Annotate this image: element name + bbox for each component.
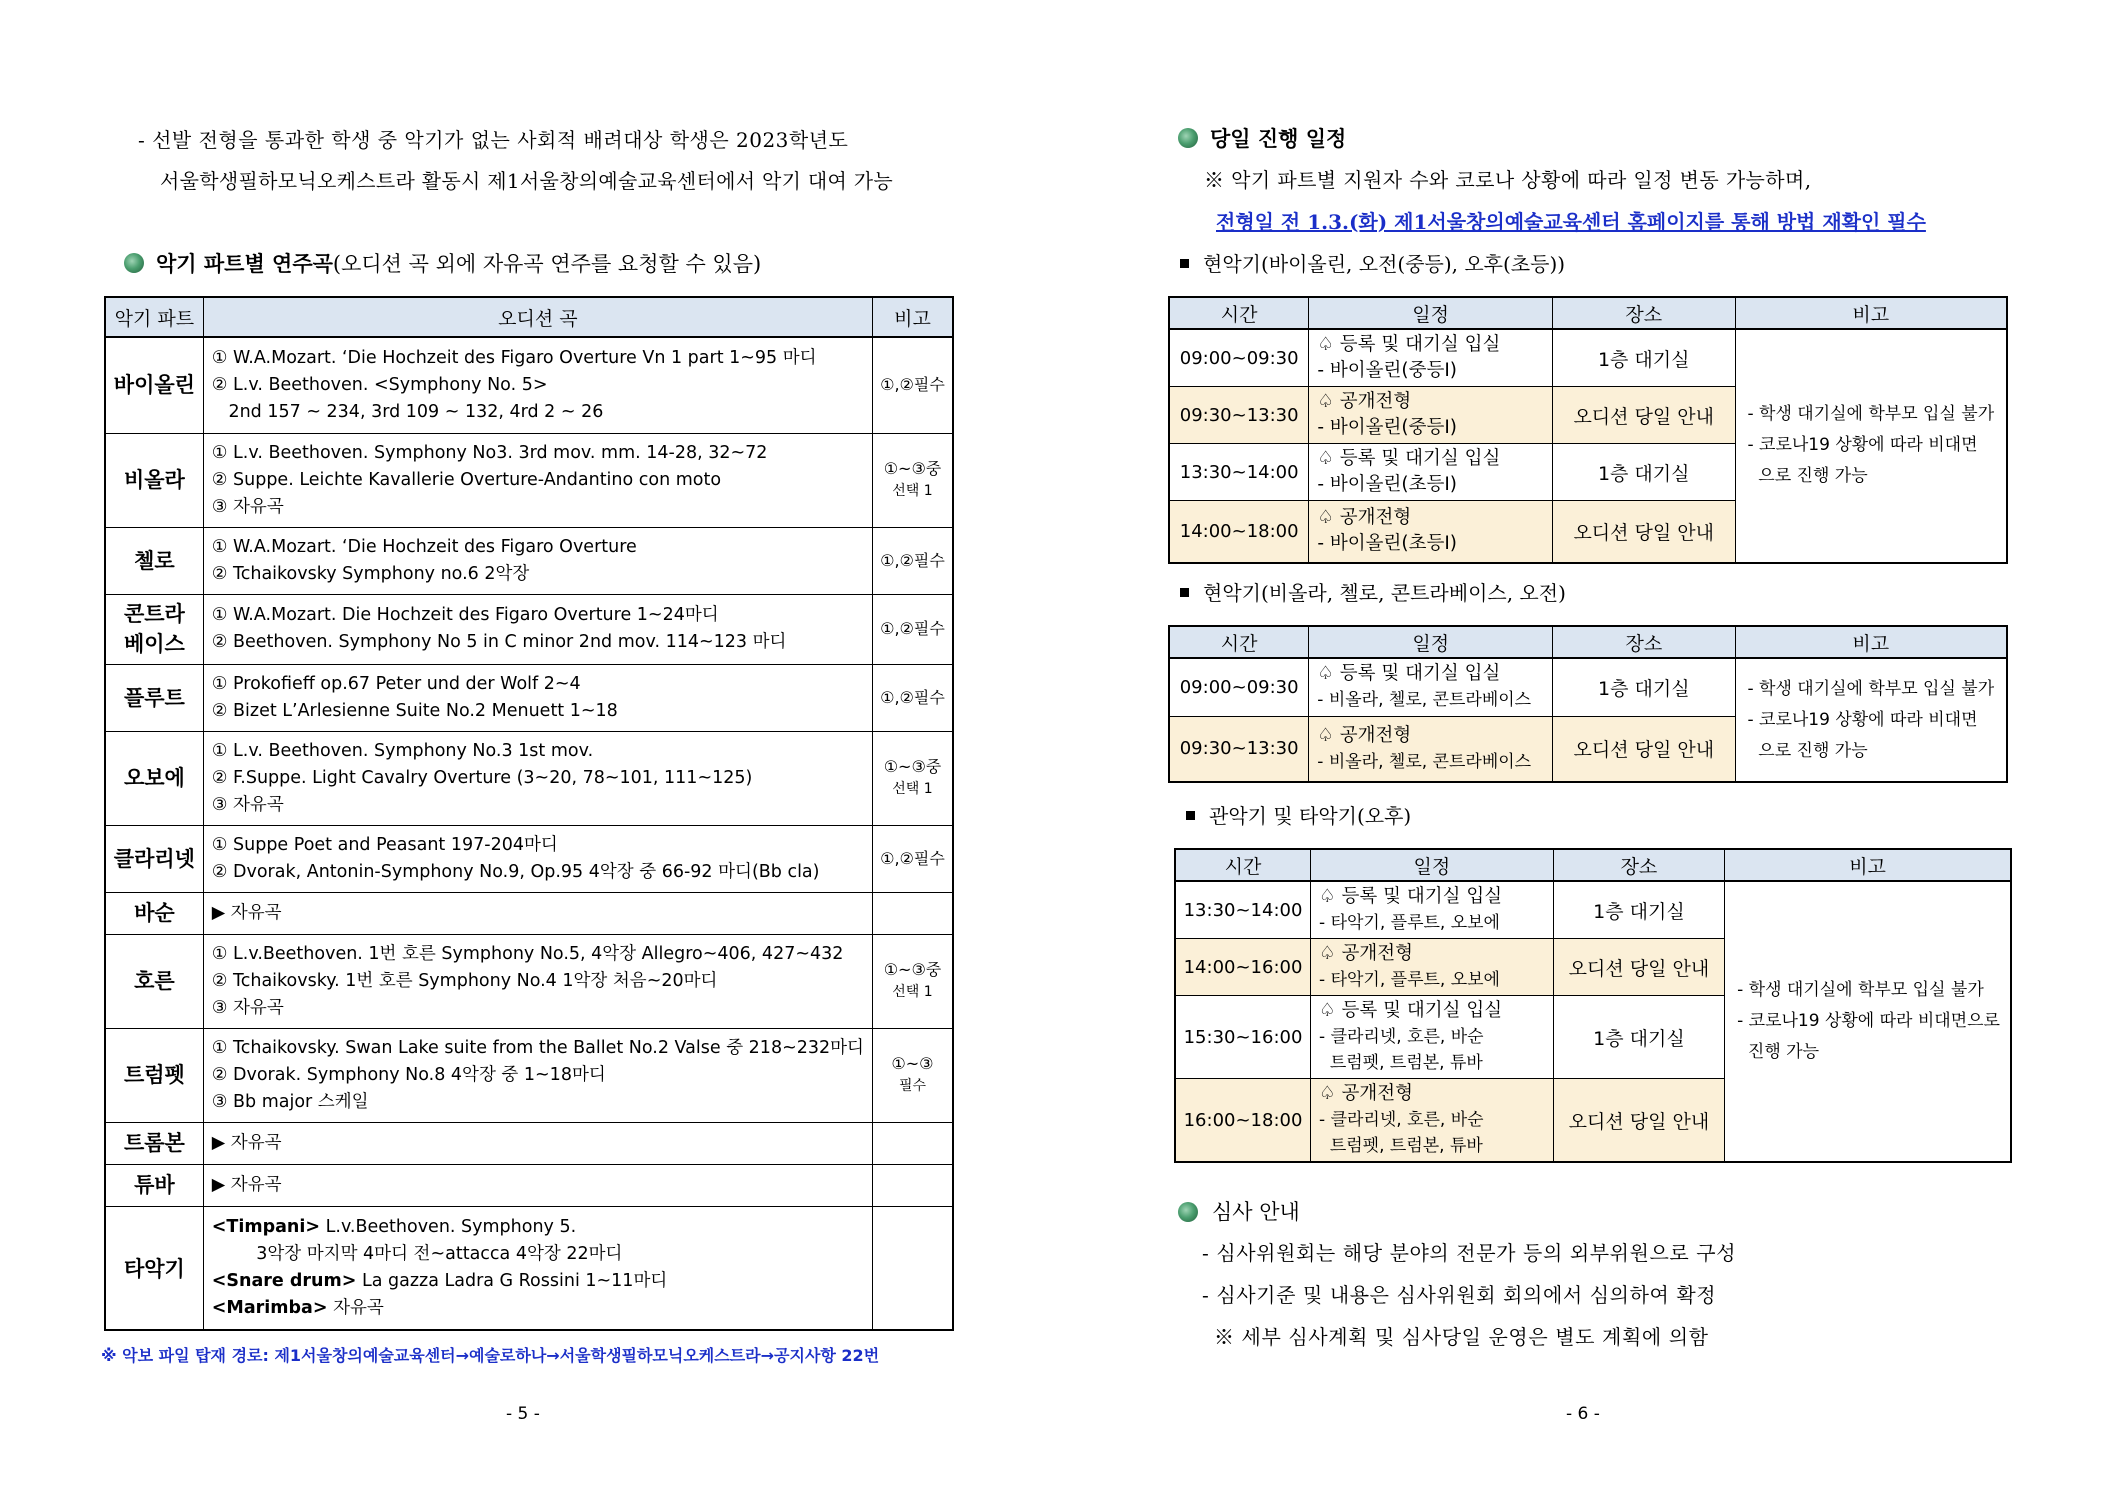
- schedule-remark-line: 으로 진행 가능: [1747, 740, 1868, 761]
- header-place: 장소: [1553, 626, 1735, 658]
- audition-pieces: [203, 337, 872, 433]
- table-header-row: [105, 297, 953, 337]
- schedule-event-line: ♤ 등록 및 대기실 입실: [1317, 334, 1501, 355]
- requirement-note: [872, 594, 953, 664]
- table-row: [105, 594, 953, 664]
- table-row: [105, 731, 953, 825]
- requirement-note: [872, 825, 953, 892]
- requirement-note: [872, 892, 953, 934]
- schedule-table: [1168, 296, 2008, 564]
- schedule-remark-line: - 코로나19 상황에 따라 비대면: [1747, 709, 1978, 730]
- requirement-note: [872, 731, 953, 825]
- header-place: 장소: [1553, 849, 1724, 881]
- audition-piece-line: ② Beethoven. Symphony No 5 in C minor 2nd mov. 114~123 마디: [211, 632, 787, 652]
- review-line-2: - 심사기준 및 내용은 심사위원회 회의에서 심의하여 확정: [1202, 1283, 1717, 1307]
- schedule-event: [1311, 939, 1554, 996]
- schedule-remark-line: 진행 가능: [1737, 1042, 1820, 1062]
- instrument-part: 튜바: [105, 1164, 203, 1206]
- table-row-percussion: [105, 1206, 953, 1330]
- section-title: [156, 248, 761, 278]
- schedule-place: 오디션 당일 안내: [1552, 501, 1735, 563]
- audition-piece-line: ① W.A.Mozart. ‘Die Hochzeit des Figaro Overture Vn 1 part 1~95 마디: [211, 347, 817, 368]
- schedule-remark-line: - 코로나19 상황에 따라 비대면: [1747, 435, 1978, 456]
- schedule-table: [1168, 625, 2008, 783]
- audition-piece-line: ③ 자유곡: [211, 496, 284, 517]
- schedule-event: [1309, 658, 1553, 716]
- header-remark: 비고: [1725, 849, 2011, 881]
- schedule-row: [1169, 658, 2007, 716]
- header-piece: 오디션 곡: [203, 297, 872, 337]
- schedule-title: 당일 진행 일정: [1210, 126, 1347, 151]
- black-square-bullet-icon: [1180, 259, 1189, 268]
- schedule-event-line: 트럼펫, 트럼본, 튜바: [1319, 1136, 1483, 1156]
- audition-piece-line: ① Suppe Poet and Peasant 197-204마디: [211, 834, 558, 855]
- percussion-piece-text: 3악장 마지막 4마디 전~attacca 4악장 22마디: [211, 1243, 623, 1264]
- audition-piece-line: ▶ 자유곡: [211, 1174, 282, 1195]
- schedule-table-label: [1180, 248, 1565, 277]
- percussion-pieces: [203, 1206, 872, 1330]
- schedule-event-line: - 클라리넷, 호른, 바순: [1319, 1027, 1484, 1047]
- schedule-table: [1174, 848, 2012, 1163]
- percussion-piece-text: L.v.Beethoven. Symphony 5.: [320, 1216, 577, 1237]
- requirement-note-line: 선택 1: [892, 781, 933, 797]
- schedule-event-line: - 타악기, 플루트, 오보에: [1319, 913, 1500, 933]
- requirement-note: [872, 934, 953, 1028]
- table-row: [105, 1028, 953, 1122]
- schedule-place: 오디션 당일 안내: [1553, 716, 1735, 782]
- header-remark: 비고: [1735, 297, 2007, 329]
- schedule-event-line: 트럼펫, 트럼본, 튜바: [1319, 1053, 1483, 1073]
- percussion-instrument-label: <Snare drum>: [211, 1270, 357, 1291]
- table-row: [105, 527, 953, 594]
- requirement-note-line: 필수: [898, 1078, 926, 1094]
- schedule-header-row: [1169, 297, 2007, 329]
- schedule-remark-line: 으로 진행 가능: [1747, 466, 1868, 487]
- table-row: [105, 892, 953, 934]
- review-title: 심사 안내: [1212, 1200, 1300, 1224]
- schedule-header-row: [1175, 849, 2011, 881]
- schedule-event-line: - 바이올린(초등Ⅰ): [1317, 533, 1458, 555]
- schedule-event-line: ♤ 등록 및 대기실 입실: [1317, 448, 1501, 469]
- instrument-part: 첼로: [105, 527, 203, 594]
- audition-pieces: [203, 664, 872, 731]
- schedule-place: 오디션 당일 안내: [1553, 939, 1724, 996]
- table-row: [105, 433, 953, 527]
- schedule-time: 09:30~13:30: [1169, 387, 1309, 444]
- intro-line-1: - 선발 전형을 통과한 학생 중 악기가 없는 사회적 배려대상 학생은 2023학년도: [138, 128, 849, 152]
- audition-pieces: [203, 1028, 872, 1122]
- instrument-part: 콘트라 베이스: [105, 594, 203, 664]
- audition-pieces: [203, 1122, 872, 1164]
- review-line-3: ※ 세부 심사계획 및 심사당일 운영은 별도 계획에 의함: [1214, 1325, 1709, 1349]
- requirement-note-line: ①,②필수: [880, 550, 945, 570]
- audition-piece-line: ① L.v.Beethoven. 1번 호른 Symphony No.5, 4악장 Allegro~406, 427~432: [211, 943, 844, 964]
- table-row: [105, 337, 953, 433]
- instrument-part: 비올라: [105, 433, 203, 527]
- requirement-note: [872, 433, 953, 527]
- schedule-table-label-text: 현악기(바이올린, 오전(중등), 오후(초등)): [1203, 252, 1566, 276]
- schedule-place: 오디션 당일 안내: [1553, 1079, 1724, 1163]
- schedule-table-label: [1186, 800, 1411, 829]
- schedule-remark: [1735, 658, 2007, 782]
- schedule-place: 1층 대기실: [1552, 329, 1735, 387]
- audition-piece-line: ② F.Suppe. Light Cavalry Overture (3~20, 78~101, 111~125): [211, 767, 753, 788]
- requirement-note-line: 선택 1: [892, 483, 933, 499]
- percussion-instrument-label: <Marimba>: [211, 1297, 328, 1318]
- instrument-part: 클라리넷: [105, 825, 203, 892]
- schedule-remark: [1735, 329, 2007, 563]
- green-circle-bullet-icon: [1178, 128, 1198, 148]
- schedule-row: [1175, 881, 2011, 939]
- schedule-event-line: ♤ 등록 및 대기실 입실: [1319, 886, 1503, 907]
- audition-piece-line: ② Bizet L’Arlesienne Suite No.2 Menuett 1~18: [211, 700, 618, 721]
- requirement-note-line: ①~③중: [883, 459, 942, 478]
- header-time: 시간: [1169, 297, 1309, 329]
- schedule-notice-emphasis: 전형일 전 1.3.(화) 제1서울창의예술교육센터 홈페이지를 통해 방법 재확인 필수: [1216, 210, 1926, 234]
- audition-pieces: [203, 892, 872, 934]
- audition-pieces: [203, 731, 872, 825]
- audition-piece-line: ② Tchaikovsky. 1번 호른 Symphony No.4 1악장 처음~20마디: [211, 970, 718, 991]
- section-title-main: 악기 파트별 연주곡: [156, 251, 333, 276]
- audition-piece-line: ② Suppe. Leichte Kavallerie Overture-Andantino con moto: [211, 469, 722, 490]
- schedule-time: 09:00~09:30: [1169, 329, 1309, 387]
- audition-piece-line: ① Prokofieff op.67 Peter und der Wolf 2~4: [211, 673, 581, 694]
- percussion-line: [212, 1295, 864, 1322]
- audition-piece-line: ② Dvorak. Symphony No.8 4악장 중 1~18마디: [211, 1064, 606, 1085]
- instrument-part: 타악기: [105, 1206, 203, 1330]
- audition-pieces: [203, 527, 872, 594]
- schedule-event-line: ♤ 공개전형: [1319, 943, 1413, 964]
- schedule-remark-line: - 학생 대기실에 학부모 입실 불가: [1737, 980, 1984, 1000]
- requirement-note: [872, 337, 953, 433]
- table-row: [105, 934, 953, 1028]
- schedule-event: [1311, 996, 1554, 1079]
- requirement-note-line: 선택 1: [892, 984, 933, 1000]
- header-note: 비고: [872, 297, 953, 337]
- schedule-event-line: - 바이올린(초등Ⅰ): [1317, 474, 1458, 495]
- schedule-event-line: - 바이올린(중등Ⅰ): [1317, 360, 1458, 381]
- percussion-piece-text: 자유곡: [327, 1297, 384, 1318]
- green-circle-bullet-icon: [1178, 1202, 1198, 1222]
- audition-piece-line: 2nd 157 ~ 234, 3rd 109 ~ 132, 4rd 2 ~ 26: [211, 401, 604, 422]
- schedule-time: 09:30~13:30: [1169, 716, 1309, 782]
- schedule-time: 14:00~18:00: [1169, 501, 1309, 563]
- instrument-part: 플루트: [105, 664, 203, 731]
- audition-piece-line: ③ 자유곡: [211, 997, 284, 1018]
- audition-pieces: [203, 1164, 872, 1206]
- schedule-time: 13:30~14:00: [1169, 444, 1309, 501]
- table-row: [105, 1164, 953, 1206]
- requirement-note: [872, 664, 953, 731]
- schedule-remark-line: - 코로나19 상황에 따라 비대면으로: [1737, 1011, 2000, 1031]
- schedule-time: 13:30~14:00: [1175, 881, 1311, 939]
- schedule-table-label: [1180, 577, 1566, 606]
- table-row: [105, 1122, 953, 1164]
- audition-pieces: [203, 825, 872, 892]
- page-number-5: - 5 -: [506, 1404, 540, 1424]
- schedule-place: 1층 대기실: [1552, 444, 1735, 501]
- table-row: [105, 825, 953, 892]
- percussion-instrument-label: <Timpani>: [211, 1216, 321, 1237]
- schedule-event-line: ♤ 등록 및 대기실 입실: [1319, 1000, 1503, 1021]
- audition-piece-line: ▶ 자유곡: [211, 1132, 282, 1153]
- header-remark: 비고: [1735, 626, 2007, 658]
- schedule-place: 오디션 당일 안내: [1552, 387, 1735, 444]
- schedule-event-line: ♤ 공개전형: [1317, 391, 1412, 412]
- header-part: 악기 파트: [105, 297, 203, 337]
- audition-piece-line: ① Tchaikovsky. Swan Lake suite from the Ballet No.2 Valse 중 218~232마디: [211, 1037, 864, 1058]
- audition-pieces: [203, 934, 872, 1028]
- audition-piece-line: ③ Bb major 스케일: [211, 1091, 369, 1112]
- schedule-place: 1층 대기실: [1553, 658, 1735, 716]
- audition-piece-line: ▶ 자유곡: [211, 902, 282, 923]
- instrument-part: 바이올린: [105, 337, 203, 433]
- instrument-part: 트롬본: [105, 1122, 203, 1164]
- schedule-event-line: ♤ 등록 및 대기실 입실: [1317, 663, 1501, 685]
- requirement-note: [872, 1164, 953, 1206]
- schedule-notice: ※ 악기 파트별 지원자 수와 코로나 상황에 따라 일정 변동 가능하며,: [1204, 168, 1812, 192]
- audition-piece-line: ① W.A.Mozart. Die Hochzeit des Figaro Overture 1~24마디: [211, 605, 719, 625]
- black-square-bullet-icon: [1186, 811, 1195, 820]
- schedule-event: [1309, 329, 1553, 387]
- schedule-event-line: - 바이올린(중등Ⅰ): [1317, 417, 1458, 438]
- schedule-remark-line: - 학생 대기실에 학부모 입실 불가: [1747, 404, 1995, 425]
- schedule-event-line: - 비올라, 첼로, 콘트라베이스: [1317, 690, 1532, 711]
- requirement-note-line: ①~③중: [883, 960, 942, 979]
- header-place: 장소: [1552, 297, 1735, 329]
- repertoire-table: [104, 296, 954, 1331]
- percussion-line: [212, 1241, 864, 1268]
- audition-piece-line: ② Dvorak, Antonin-Symphony No.9, Op.95 4악장 중 66-92 마디(Bb cla): [211, 861, 820, 882]
- schedule-event: [1311, 1079, 1554, 1163]
- schedule-event: [1309, 444, 1553, 501]
- percussion-line: [212, 1268, 864, 1295]
- schedule-event-line: - 클라리넷, 호른, 바순: [1319, 1110, 1484, 1130]
- audition-piece-line: ① L.v. Beethoven. Symphony No.3 1st mov.: [211, 740, 594, 761]
- schedule-event-line: ♤ 공개전형: [1317, 724, 1412, 746]
- requirement-note: [872, 527, 953, 594]
- requirement-note-line: ①,②필수: [880, 375, 945, 395]
- page-number-6: - 6 -: [1566, 1404, 1600, 1424]
- audition-piece-line: ① W.A.Mozart. ‘Die Hochzeit des Figaro Overture: [211, 536, 637, 557]
- instrument-part: 트럼펫: [105, 1028, 203, 1122]
- green-circle-bullet-icon: [124, 253, 144, 273]
- schedule-place: 1층 대기실: [1553, 881, 1724, 939]
- schedule-event-line: - 타악기, 플루트, 오보에: [1319, 970, 1500, 990]
- requirement-note: [872, 1122, 953, 1164]
- schedule-header-row: [1169, 626, 2007, 658]
- schedule-place: 1층 대기실: [1553, 996, 1724, 1079]
- instrument-part: 바순: [105, 892, 203, 934]
- schedule-table-label-text: 관악기 및 타악기(오후): [1209, 804, 1412, 828]
- requirement-note-line: ①~③: [891, 1054, 934, 1073]
- schedule-time: 14:00~16:00: [1175, 939, 1311, 996]
- header-time: 시간: [1175, 849, 1311, 881]
- requirement-note: [872, 1206, 953, 1330]
- audition-pieces: [203, 594, 872, 664]
- score-path-footnote: ※ 악보 파일 탑재 경로: 제1서울창의예술교육센터→예술로하나→서울학생필하모닉오케스트라→공지사항 22번: [101, 1346, 880, 1365]
- schedule-event: [1309, 501, 1553, 563]
- schedule-event-line: ♤ 공개전형: [1319, 1083, 1413, 1104]
- requirement-note-line: ①,②필수: [880, 619, 945, 638]
- audition-piece-line: ② L.v. Beethoven. <Symphony No. 5>: [211, 374, 548, 395]
- header-event: 일정: [1311, 849, 1554, 881]
- audition-piece-line: ③ 자유곡: [211, 794, 284, 815]
- header-event: 일정: [1309, 297, 1553, 329]
- requirement-note-line: ①,②필수: [880, 687, 945, 707]
- schedule-event: [1309, 387, 1553, 444]
- black-square-bullet-icon: [1180, 588, 1189, 597]
- audition-pieces: [203, 433, 872, 527]
- schedule-event: [1309, 716, 1553, 782]
- audition-piece-line: ① L.v. Beethoven. Symphony No3. 3rd mov. mm. 14-28, 32~72: [211, 442, 768, 463]
- schedule-event-line: ♤ 공개전형: [1317, 507, 1412, 529]
- section-title-suffix: (오디션 곡 외에 자유곡 연주를 요청할 수 있음): [332, 252, 762, 276]
- schedule-remark-line: - 학생 대기실에 학부모 입실 불가: [1747, 678, 1995, 699]
- schedule-table-label-text: 현악기(비올라, 첼로, 콘트라베이스, 오전): [1203, 581, 1566, 605]
- instrument-part: 호른: [105, 934, 203, 1028]
- table-row: [105, 664, 953, 731]
- schedule-time: 15:30~16:00: [1175, 996, 1311, 1079]
- schedule-time: 09:00~09:30: [1169, 658, 1309, 716]
- instrument-part: 오보에: [105, 731, 203, 825]
- audition-piece-line: ② Tchaikovsky Symphony no.6 2악장: [211, 563, 530, 584]
- requirement-note-line: ①,②필수: [880, 848, 945, 868]
- intro-line-2: 서울학생필하모닉오케스트라 활동시 제1서울창의예술교육센터에서 악기 대여 가능: [160, 169, 894, 193]
- requirement-note-line: ①~③중: [883, 757, 942, 776]
- percussion-piece-text: La gazza Ladra G Rossini 1~11마디: [356, 1270, 668, 1291]
- review-line-1: - 심사위원회는 해당 분야의 전문가 등의 외부위원으로 구성: [1202, 1241, 1737, 1265]
- schedule-event-line: - 비올라, 첼로, 콘트라베이스: [1317, 751, 1532, 772]
- schedule-event: [1311, 881, 1554, 939]
- requirement-note: [872, 1028, 953, 1122]
- schedule-row: [1169, 329, 2007, 387]
- header-event: 일정: [1309, 626, 1553, 658]
- percussion-line: [212, 1214, 864, 1241]
- schedule-time: 16:00~18:00: [1175, 1079, 1311, 1163]
- header-time: 시간: [1169, 626, 1309, 658]
- schedule-remark: [1725, 881, 2011, 1162]
